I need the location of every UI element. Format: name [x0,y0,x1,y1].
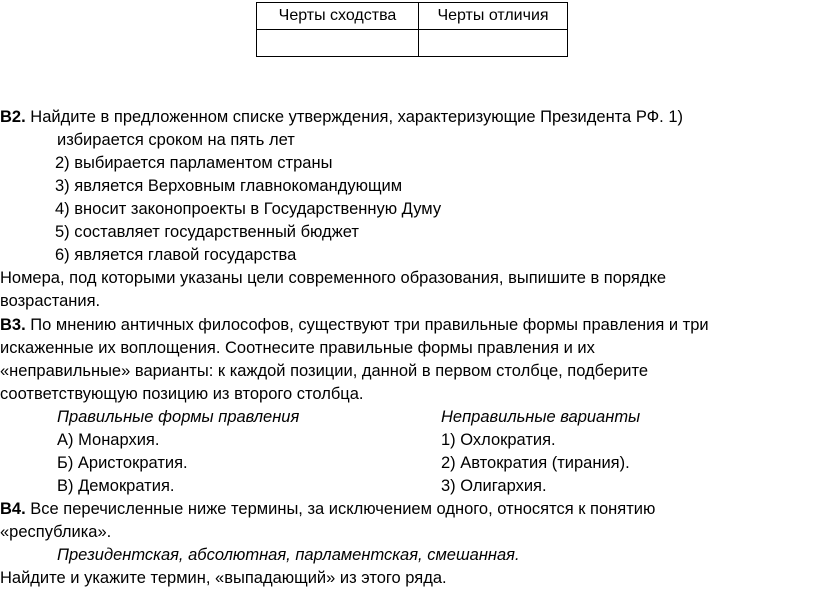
b3-text-line-3: «неправильные» варианты: к каждой позиции, данной в первом столбце, подберите [0,362,649,380]
b4-terms [57,544,520,567]
b4-question [0,498,655,521]
b3-text-line-2: искаженные их воплощения. Соотнесите правильные формы правления и их [0,339,595,357]
cell-similarities[interactable] [257,30,419,57]
b3-left-header-text: Правильные формы правления [57,408,300,426]
b2-item-6: 6) является главой государства [55,246,297,264]
b3-right-item-3: 3) Олигархия. [441,477,547,495]
header-similarities: Черты сходства [257,3,419,30]
header-differences: Черты отличия [419,3,568,30]
b3-text-line-1: По мнению античных философов, существуют три правильные формы правления и три [25,316,709,334]
b3-right-item-1: 1) Охлократия. [441,431,556,449]
b4-text-line-1: Все перечисленные ниже термины, за исключением одного, относятся к понятию [25,500,656,518]
b3-left-header [57,406,299,429]
b2-text: Найдите в предложенном списке утверждения, характеризующие Президента РФ. 1) [25,108,684,126]
comparison-table [256,2,568,57]
b3-left-item-c: В) Демократия. [57,477,175,495]
b3-right-header-text: Неправильные варианты [441,408,641,426]
b2-label: В2. [0,108,26,126]
b2-item-1: избирается сроком на пять лет [57,131,295,149]
b2-item-3: 3) является Верховным главнокомандующим [55,177,403,195]
b3-right-item-2: 2) Автократия (тирания). [441,454,630,472]
b2-question [0,106,683,129]
b3-text-line-4: соответствующую позицию из второго столбца. [0,385,364,403]
b4-text-line-2: «республика». [0,523,112,541]
b2-instruction-line-1: Номера, под которыми указаны цели современного образования, выпишите в порядке [0,269,667,287]
b4-instruction: Найдите и укажите термин, «выпадающий» из этого ряда. [0,569,447,587]
b3-right-header [441,406,640,429]
b3-question [0,314,709,337]
table-empty-row [257,30,568,57]
b3-left-item-b: Б) Аристократия. [57,454,188,472]
b4-label: В4. [0,500,26,518]
b3-left-item-a: А) Монархия. [57,431,160,449]
b3-label: В3. [0,316,26,334]
b2-item-5: 5) составляет государственный бюджет [55,223,359,241]
cell-differences[interactable] [419,30,568,57]
b2-item-4: 4) вносит законопроекты в Государственную Думу [55,200,442,218]
b2-item-2: 2) выбирается парламентом страны [55,154,333,172]
table-header-row [257,3,568,30]
b2-instruction-line-2: возрастания. [0,292,101,310]
b4-terms-text: Президентская, абсолютная, парламентская, смешанная. [57,546,520,564]
